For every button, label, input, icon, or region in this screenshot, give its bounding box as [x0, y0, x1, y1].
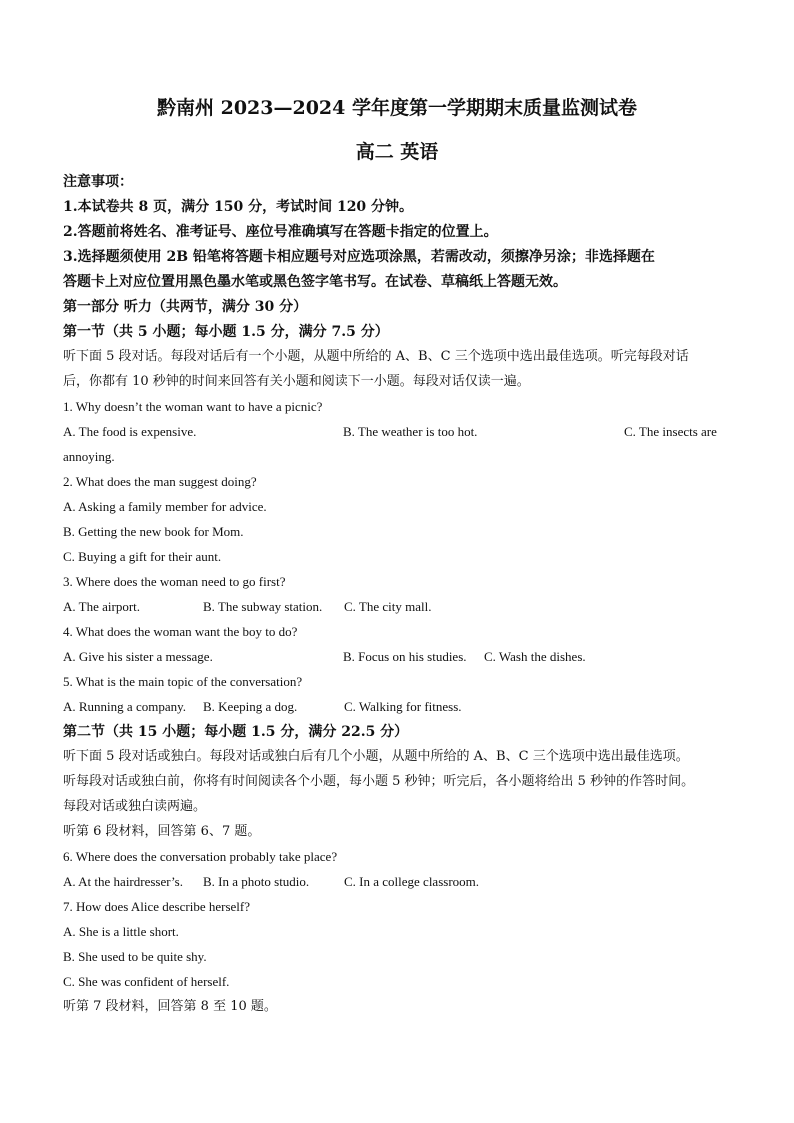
question-1-option-a: A. The food is expensive. [63, 424, 197, 439]
question-2-option-a: A. Asking a family member for advice. [63, 499, 267, 514]
question-3-stem: 3. Where does the woman need to go first? [63, 574, 286, 589]
notice-item-2: 2.答题前将姓名、准考证号、座位号准确填写在答题卡指定的位置上。 [63, 224, 498, 240]
question-2-option-c: C. Buying a gift for their aunt. [63, 549, 222, 564]
question-3-option-a: A. The airport. [63, 599, 141, 614]
question-6-option-b: B. In a photo studio. [203, 874, 310, 889]
exam-subtitle: 高二 英语 [355, 141, 439, 163]
question-7-stem: 7. How does Alice describe herself? [63, 899, 250, 914]
question-7-option-b: B. She used to be quite shy. [63, 949, 207, 964]
question-5-option-b: B. Keeping a dog. [203, 699, 298, 714]
material-7-note: 听第 7 段材料，回答第 8 至 10 题。 [63, 999, 277, 1014]
section2-instruction-1: 听下面 5 段对话或独白。每段对话或独白后有几个小题，从题中所给的 A、B、C 三个选项中选出最佳选项。 [63, 749, 689, 764]
question-4-stem: 4. What does the woman want the boy to do? [63, 624, 298, 639]
question-6-option-c: C. In a college classroom. [344, 874, 480, 889]
question-3-option-b: B. The subway station. [203, 599, 323, 614]
section1-heading: 第一节（共 5 小题；每小题 1.5 分，满分 7.5 分） [63, 324, 389, 340]
notice-heading: 注意事项： [63, 174, 133, 190]
notice-item-3-cont: 答题卡上对应位置用黑色墨水笔或黑色签字笔书写。在试卷、草稿纸上答题无效。 [63, 274, 567, 290]
section2-heading: 第二节（共 15 小题；每小题 1.5 分，满分 22.5 分） [63, 724, 409, 740]
notice-item-3: 3.选择题须使用 2B 铅笔将答题卡相应题号对应选项涂黑，若需改动，须擦净另涂；非选择题在 [63, 249, 655, 265]
question-4-option-c: C. Wash the dishes. [484, 649, 586, 664]
exam-title: 黔南州 2023—2024 学年度第一学期期末质量监测试卷 [157, 97, 637, 119]
question-1-option-c: C. The insects are [624, 424, 717, 439]
question-6-option-a: A. At the hairdresser’s. [63, 874, 183, 889]
question-5-option-a: A. Running a company. [63, 699, 186, 714]
question-4-option-a: A. Give his sister a message. [63, 649, 213, 664]
part1-heading: 第一部分 听力（共两节，满分 30 分） [63, 299, 308, 315]
question-1-stem: 1. Why doesn’t the woman want to have a picnic? [63, 399, 323, 414]
material-6-note: 听第 6 段材料，回答第 6、7 题。 [63, 824, 261, 839]
section2-instruction-2: 听每段对话或独白前，你将有时间阅读各个小题，每小题 5 秒钟；听完后，各小题将给出 5 秒钟的作答时间。 [63, 774, 695, 789]
section1-instruction-1: 听下面 5 段对话。每段对话后有一个小题，从题中所给的 A、B、C 三个选项中选出最佳选项。听完每段对话 [63, 349, 689, 364]
question-1-option-c-cont: annoying. [63, 449, 115, 464]
question-5-stem: 5. What is the main topic of the conversation? [63, 674, 303, 689]
question-6-stem: 6. Where does the conversation probably take place? [63, 849, 338, 864]
notice-item-1: 1.本试卷共 8 页，满分 150 分，考试时间 120 分钟。 [63, 199, 414, 215]
section1-instruction-2: 后，你都有 10 秒钟的时间来回答有关小题和阅读下一小题。每段对话仅读一遍。 [63, 374, 530, 389]
question-3-option-c: C. The city mall. [344, 599, 432, 614]
question-5-option-c: C. Walking for fitness. [344, 699, 462, 714]
question-1-option-b: B. The weather is too hot. [343, 424, 478, 439]
question-7-option-c: C. She was confident of herself. [63, 974, 230, 989]
question-2-stem: 2. What does the man suggest doing? [63, 474, 257, 489]
question-4-option-b: B. Focus on his studies. [343, 649, 467, 664]
question-2-option-b: B. Getting the new book for Mom. [63, 524, 244, 539]
section2-instruction-3: 每段对话或独白读两遍。 [63, 799, 207, 814]
question-7-option-a: A. She is a little short. [63, 924, 179, 939]
